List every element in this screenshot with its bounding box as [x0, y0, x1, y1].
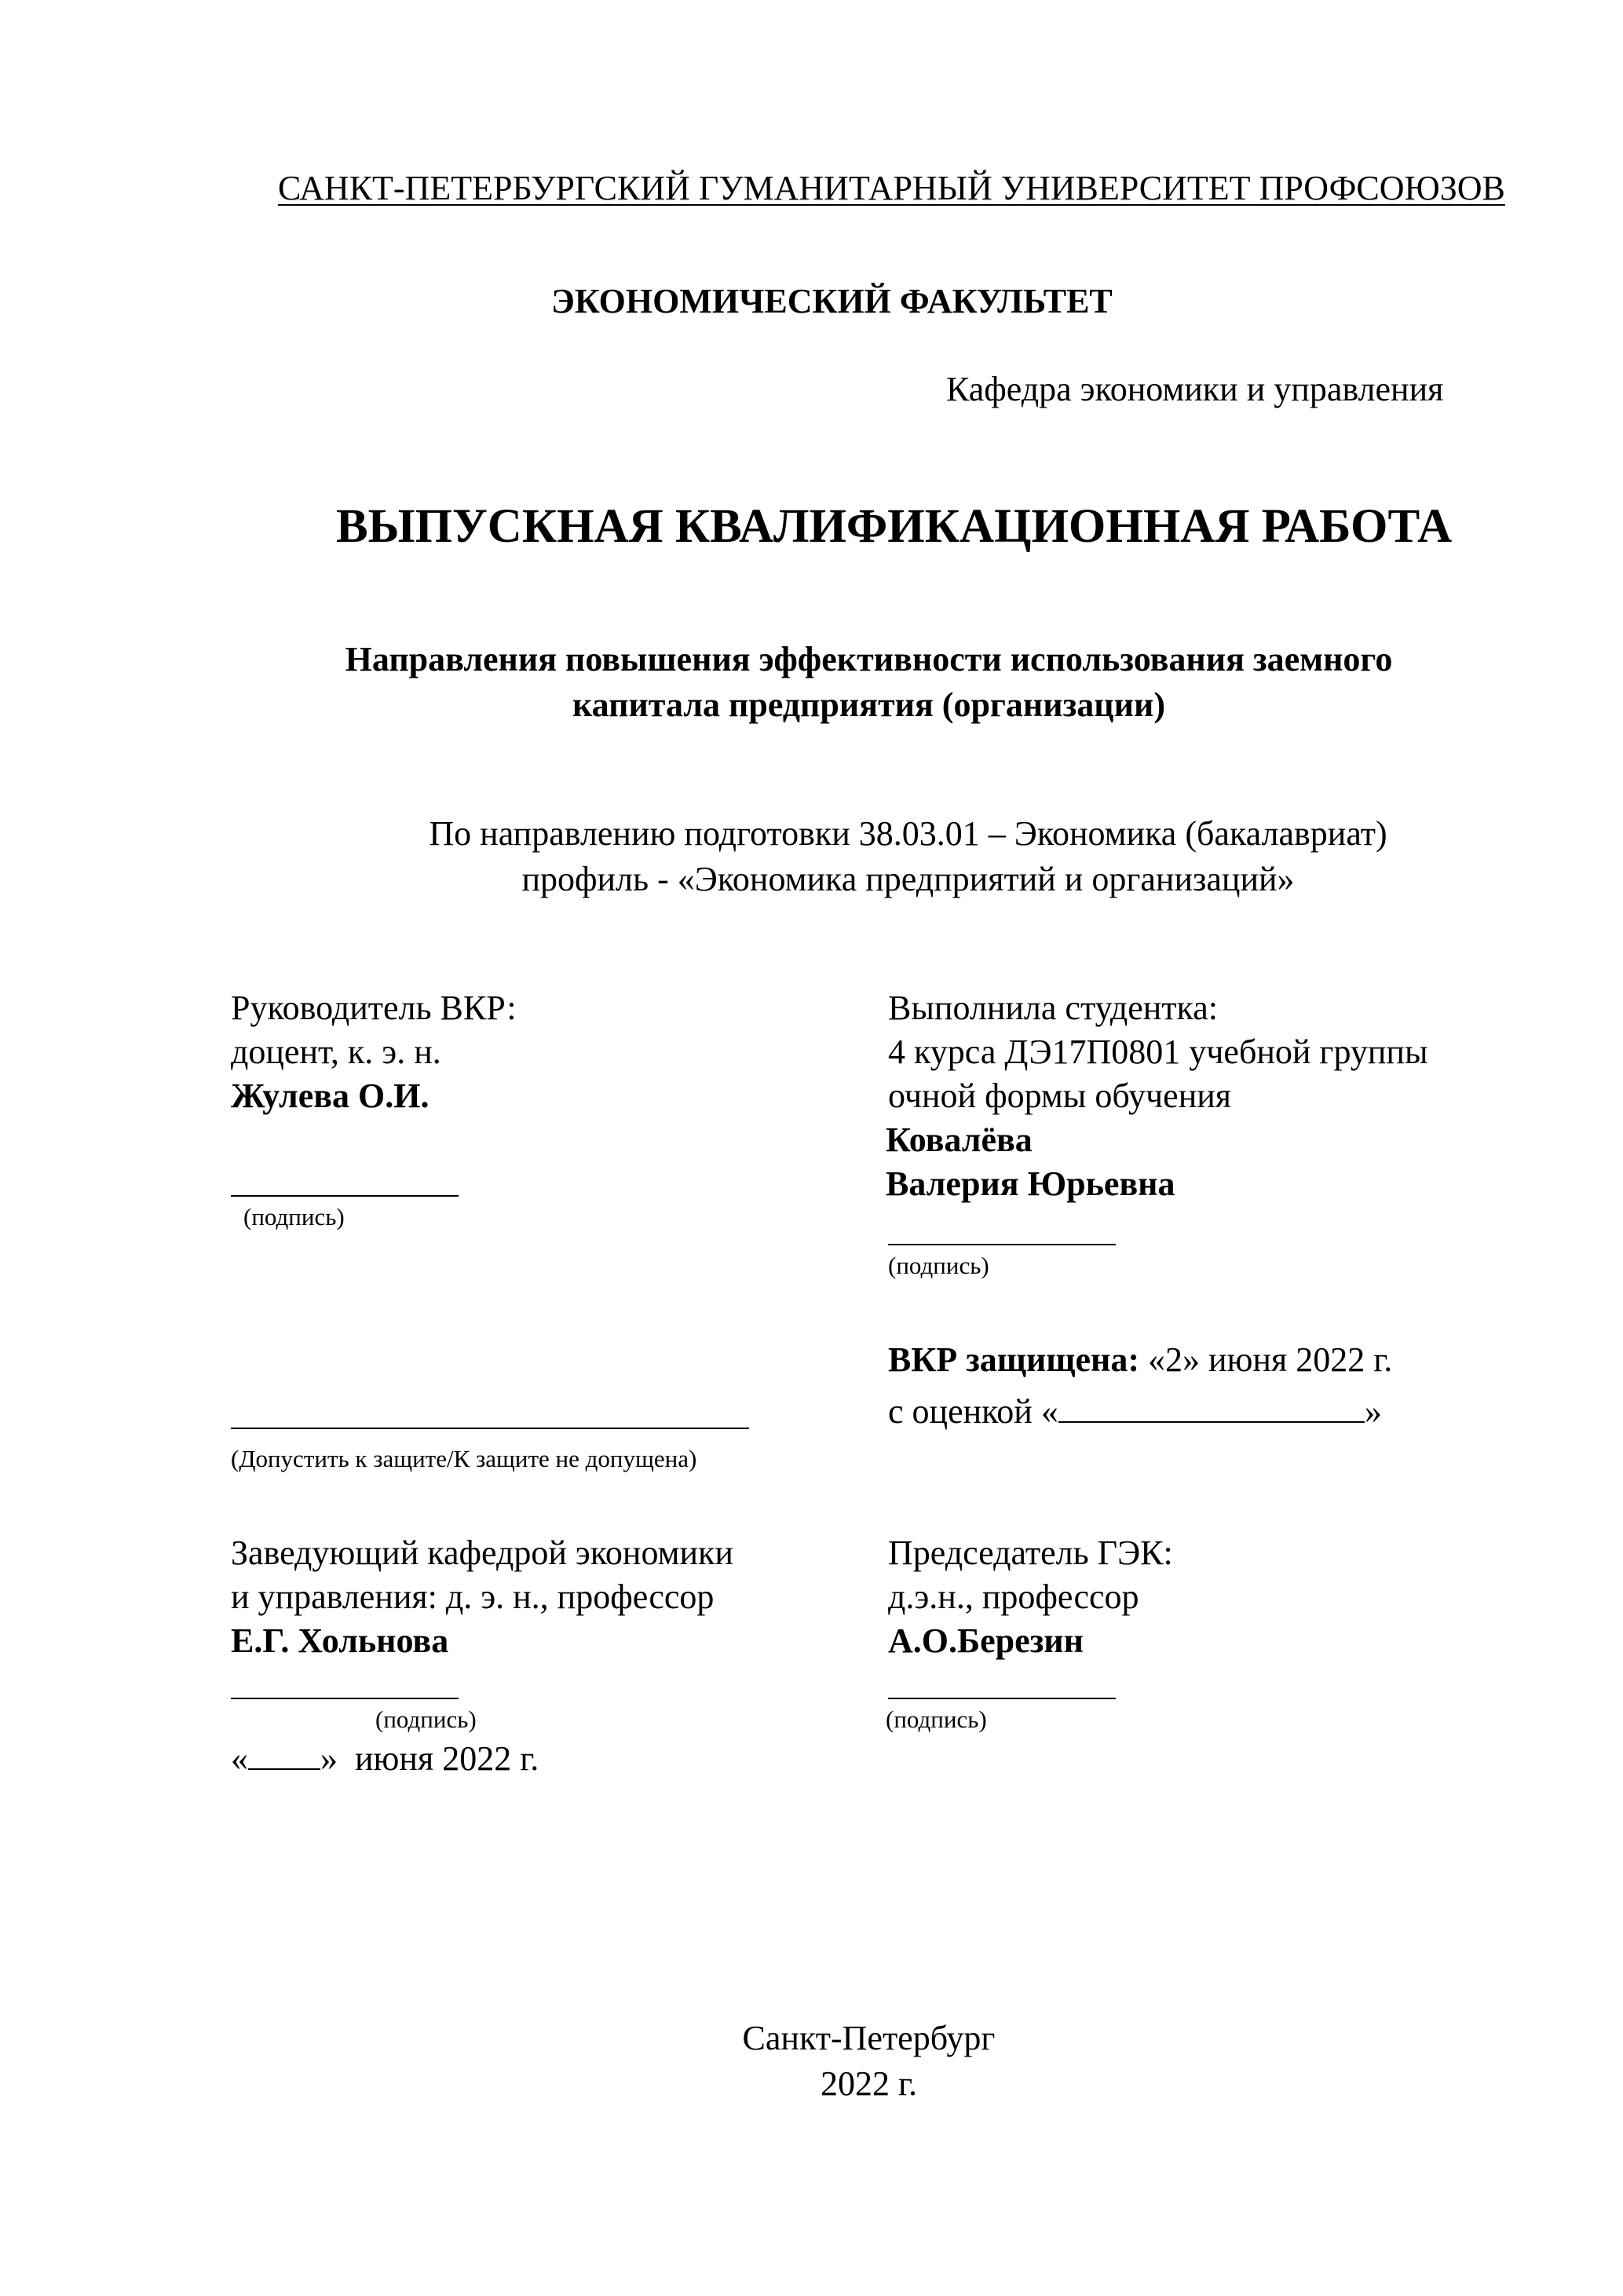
head-approval-date [231, 1739, 539, 1778]
student-given-names: Валерия Юрьевна [886, 1164, 1175, 1203]
chair-role: Председатель ГЭК: [888, 1534, 1173, 1572]
defense-date: «2» июня 2022 г. [1148, 1340, 1393, 1379]
grade-suffix: » [1364, 1392, 1382, 1431]
head-signature-caption: (подпись) [375, 1706, 477, 1733]
footer-year: 2022 г. [820, 2064, 918, 2103]
program-line-2: профиль - «Экономика предприятий и организаций» [521, 860, 1295, 898]
head-role-line-2: и управления: д. э. н., профессор [231, 1578, 715, 1616]
date-open-quote: « [231, 1739, 248, 1778]
grade-blank-line [1058, 1395, 1365, 1423]
chair-signature-line [888, 1698, 1116, 1699]
defense-grade [888, 1392, 1382, 1431]
student-course: 4 курса ДЭ17П0801 учебной группы [888, 1033, 1428, 1071]
supervisor-signature-caption: (подпись) [243, 1203, 345, 1230]
defense-label: ВКР защищена: [888, 1340, 1139, 1379]
date-day-blank [248, 1742, 320, 1770]
grade-prefix: с оценкой « [888, 1392, 1058, 1431]
faculty-name: ЭКОНОМИЧЕСКИЙ ФАКУЛЬТЕТ [551, 282, 1113, 320]
admission-decision-line [231, 1428, 749, 1429]
department-name: Кафедра экономики и управления [946, 370, 1444, 408]
topic-line-2: капитала предприятия (организации) [572, 686, 1165, 724]
supervisor-signature-line [231, 1195, 459, 1197]
supervisor-role: Руководитель ВКР: [231, 989, 517, 1027]
work-type-title: ВЫПУСКНАЯ КВАЛИФИКАЦИОННАЯ РАБОТА [336, 500, 1453, 553]
student-surname: Ковалёва [886, 1121, 1033, 1159]
student-signature-line [888, 1244, 1116, 1245]
chair-name: А.О.Березин [888, 1621, 1084, 1660]
university-name: САНКТ-ПЕТЕРБУРГСКИЙ ГУМАНИТАРНЫЙ УНИВЕРСИТЕТ ПРОФСОЮЗОВ [278, 169, 1505, 207]
chair-signature-caption: (подпись) [886, 1706, 987, 1733]
program-line-1: По направлению подготовки 38.03.01 – Экономика (бакалавриат) [429, 814, 1387, 853]
supervisor-name: Жулева О.И. [231, 1077, 430, 1115]
date-rest: » июня 2022 г. [320, 1739, 539, 1778]
head-name: Е.Г. Хольнова [231, 1621, 449, 1660]
chair-degree: д.э.н., профессор [888, 1578, 1139, 1616]
head-role-line-1: Заведующий кафедрой экономики [231, 1534, 733, 1572]
head-signature-line [231, 1698, 459, 1699]
topic-line-1: Направления повышения эффективности использования заемного [345, 640, 1393, 678]
student-role: Выполнила студентка: [888, 989, 1218, 1027]
supervisor-degree: доцент, к. э. н. [231, 1033, 441, 1071]
student-signature-caption: (подпись) [888, 1252, 989, 1279]
defense-status [888, 1340, 1393, 1379]
student-study-form: очной формы обучения [888, 1077, 1232, 1115]
footer-city: Санкт-Петербург [742, 2019, 996, 2057]
admission-caption: (Допустить к защите/К защите не допущена) [231, 1445, 697, 1472]
